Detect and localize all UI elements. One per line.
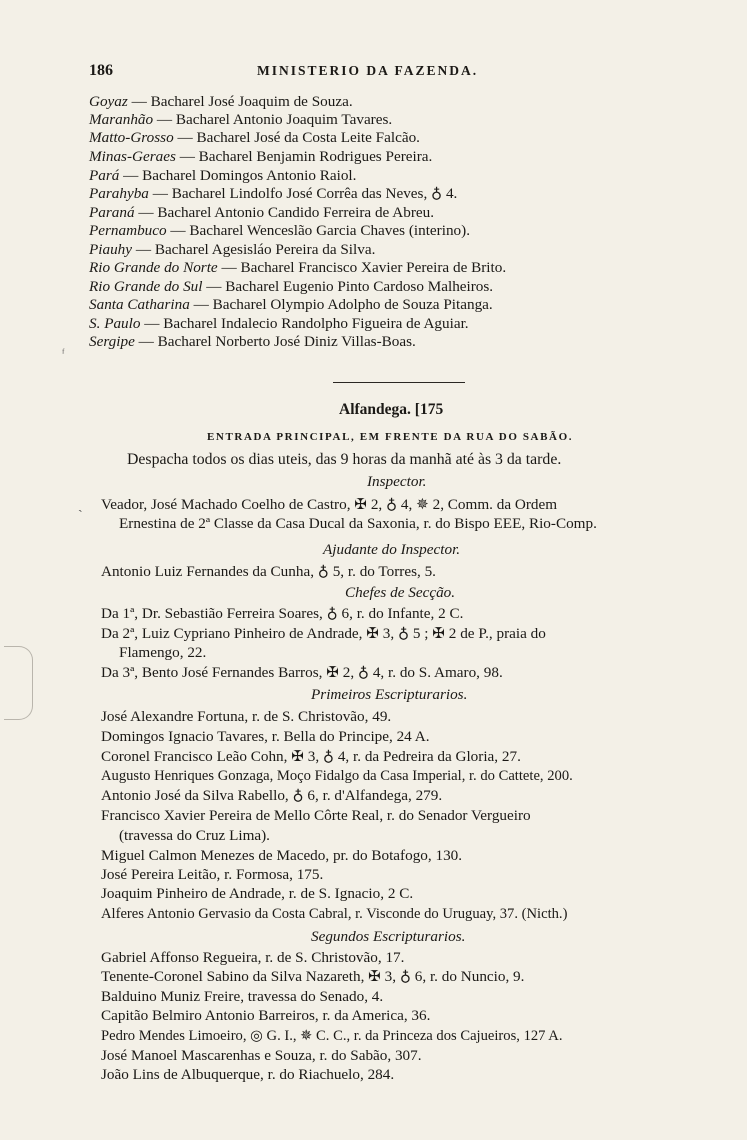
first-clerk-entry: Joaquim Pinheiro de Andrade, r. de S. Ignacio, 2 C. <box>101 885 414 902</box>
margin-bracket <box>4 646 33 720</box>
first-clerk-entry: Domingos Ignacio Tavares, r. Bella do Principe, 24 A. <box>101 728 430 745</box>
second-clerk-entry: Tenente-Coronel Sabino da Silva Nazareth, ✠ 3, ♁ 6, r. do Nuncio, 9. <box>101 968 525 985</box>
province-line-pernambuco <box>89 222 470 240</box>
group-title-inspector: Inspector. <box>367 473 427 490</box>
chief-entry-2-continuation: Flamengo, 22. <box>119 644 207 661</box>
office-hours: Despacha todos os dias uteis, das 9 horas da manhã até às 3 da tarde. <box>127 451 562 468</box>
inspector-entry: Veador, José Machado Coelho de Castro, ✠ 2, ♁ 4, ✵ 2, Comm. da Ordem <box>101 496 558 513</box>
first-clerk-entry: Coronel Francisco Leão Cohn, ✠ 3, ♁ 4, r. da Pedreira da Gloria, 27. <box>101 748 521 765</box>
province-entry: — Bacharel Agesisláo Pereira da Silva. <box>132 241 376 258</box>
province-line-rio-grande-do-sul <box>89 278 493 296</box>
province-name: Matto-Grosso <box>89 129 174 146</box>
province-line-para <box>89 167 356 185</box>
province-entry: — Bacharel Wenceslão Garcia Chaves (interino). <box>166 222 470 239</box>
page-number: 186 <box>89 62 113 79</box>
province-name: Pará <box>89 167 120 184</box>
province-name: Minas-Geraes <box>89 148 176 165</box>
province-line-santa-catharina <box>89 296 493 314</box>
province-entry: — Bacharel José Joaquim de Souza. <box>127 93 353 110</box>
first-clerk-entry: Augusto Henriques Gonzaga, Moço Fidalgo da Casa Imperial, r. do Cattete, 200. <box>101 768 573 784</box>
province-name: Goyaz <box>89 93 128 110</box>
province-entry: — Bacharel Domingos Antonio Raiol. <box>119 167 357 184</box>
province-line-rio-grande-do-norte <box>89 259 506 277</box>
second-clerk-entry: Capitão Belmiro Antonio Barreiros, r. da America, 36. <box>101 1007 431 1024</box>
province-name: Sergipe <box>89 333 135 350</box>
province-name: Rio Grande do Norte <box>89 259 218 276</box>
province-name: Piauhy <box>89 241 133 258</box>
province-entry: — Bacharel Lindolfo José Corrêa das Neves, ♁ 4. <box>148 185 458 202</box>
tick-mark: ˏ <box>78 498 83 513</box>
chief-entry-1: Da 1ª, Dr. Sebastião Ferreira Soares, ♁ 6, r. do Infante, 2 C. <box>101 605 464 622</box>
province-name: Pernambuco <box>89 222 167 239</box>
province-line-sergipe <box>89 333 416 351</box>
first-clerk-entry: José Pereira Leitão, r. Formosa, 175. <box>101 866 324 883</box>
second-clerk-entry: Pedro Mendes Limoeiro, ◎ G. I., ✵ C. C., r. da Princeza dos Cajueiros, 127 A. <box>101 1028 563 1044</box>
province-line-parahyba <box>89 185 457 203</box>
first-clerk-entry: Francisco Xavier Pereira de Mello Côrte Real, r. do Senador Vergueiro <box>101 807 531 824</box>
province-line-minas-geraes <box>89 148 432 166</box>
province-line-sao-paulo <box>89 315 469 333</box>
province-entry: — Bacharel Francisco Xavier Pereira de Brito. <box>217 259 507 276</box>
running-head <box>89 62 559 82</box>
province-entry: — Bacharel Benjamin Rodrigues Pereira. <box>175 148 433 165</box>
first-clerk-entry: Alferes Antonio Gervasio da Costa Cabral, r. Visconde do Uruguay, 37. (Nicth.) <box>101 906 568 922</box>
group-title-second-clerks: Segundos Escripturarios. <box>311 928 466 945</box>
running-title: MINISTERIO DA FAZENDA. <box>257 63 479 78</box>
province-entry: — Bacharel Norberto José Diniz Villas-Boas. <box>134 333 416 350</box>
province-entry: — Bacharel José da Costa Leite Falcão. <box>173 129 420 146</box>
province-entry: — Bacharel Antonio Candido Ferreira de Abreu. <box>134 204 435 221</box>
second-clerk-entry: Balduino Muniz Freire, travessa do Senado, 4. <box>101 988 384 1005</box>
section-title: Alfandega. [175 <box>339 401 444 418</box>
inspector-entry-continuation: Ernestina de 2ª Classe da Casa Ducal da Saxonia, r. do Bispo EEE, Rio-Comp. <box>119 515 597 532</box>
province-line-maranhao <box>89 111 392 129</box>
province-entry: — Bacharel Eugenio Pinto Cardoso Malheiros. <box>202 278 494 295</box>
margin-mark: ᶠ <box>62 346 65 360</box>
group-title-adjunct: Ajudante do Inspector. <box>323 541 461 558</box>
province-name: S. Paulo <box>89 315 141 332</box>
second-clerk-entry: João Lins de Albuquerque, r. do Riachuelo, 284. <box>101 1066 395 1083</box>
group-title-chiefs: Chefes de Secção. <box>345 584 456 601</box>
province-entry: — Bacharel Antonio Joaquim Tavares. <box>153 111 393 128</box>
first-clerk-entry: José Alexandre Fortuna, r. de S. Christovão, 49. <box>101 708 392 725</box>
province-name: Santa Catharina <box>89 296 190 313</box>
province-entry: — Bacharel Olympio Adolpho de Souza Pitanga. <box>189 296 493 313</box>
province-name: Maranhão <box>89 111 154 128</box>
group-title-first-clerks: Primeiros Escripturarios. <box>311 686 468 703</box>
second-clerk-entry: José Manoel Mascarenhas e Souza, r. do Sabão, 307. <box>101 1047 422 1064</box>
province-line-matto-grosso <box>89 129 420 147</box>
first-clerk-entry-continuation: (travessa do Cruz Lima). <box>119 827 270 844</box>
first-clerk-entry: Antonio José da Silva Rabello, ♁ 6, r. d'Alfandega, 279. <box>101 787 443 804</box>
province-name: Parahyba <box>89 185 149 202</box>
section-divider <box>333 382 465 383</box>
chief-entry-2: Da 2ª, Luiz Cypriano Pinheiro de Andrade, ✠ 3, ♁ 5 ; ✠ 2 de P., praia do <box>101 625 546 642</box>
province-line-parana <box>89 204 434 222</box>
province-line-piauhy <box>89 241 375 259</box>
section-subtitle: ENTRADA PRINCIPAL, EM FRENTE DA RUA DO SABÃO. <box>207 431 574 443</box>
chief-entry-3: Da 3ª, Bento José Fernandes Barros, ✠ 2, ♁ 4, r. do S. Amaro, 98. <box>101 664 503 681</box>
province-name: Paraná <box>89 204 135 221</box>
first-clerk-entry: Miguel Calmon Menezes de Macedo, pr. do Botafogo, 130. <box>101 847 463 864</box>
adjunct-entry: Antonio Luiz Fernandes da Cunha, ♁ 5, r. do Torres, 5. <box>101 563 436 580</box>
province-name: Rio Grande do Sul <box>89 278 203 295</box>
province-entry: — Bacharel Indalecio Randolpho Figueira de Aguiar. <box>140 315 469 332</box>
province-line-goyaz <box>89 93 353 111</box>
second-clerk-entry: Gabriel Affonso Regueira, r. de S. Christovão, 17. <box>101 949 405 966</box>
